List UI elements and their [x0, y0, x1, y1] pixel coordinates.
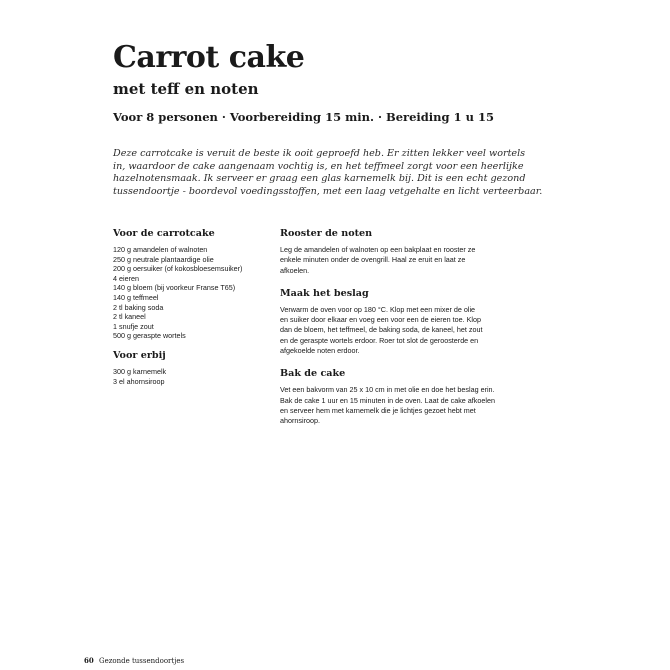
- step-heading: Rooster de noten: [280, 228, 373, 239]
- step-line: enkele minuten onder de ovengrill. Haal ze eruit en laat ze: [280, 255, 466, 265]
- intro-line: tussendoortje - boordevol voedingsstoffen, met een laag vetgehalte en licht verteerbaar.: [113, 185, 543, 197]
- ingredient-item: 1 snufje zout: [113, 321, 154, 331]
- intro-line: in, waardoor de cake aangenaam vochtig is, en het teffmeel zorgt voor een heerlijke: [113, 160, 524, 172]
- step-text: [280, 385, 545, 426]
- ingredient-item: 140 g bloem (bij voorkeur Franse T65): [113, 283, 236, 293]
- step-line: en serveer hem met karnemelk die je lichtjes gezoet hebt met: [280, 405, 476, 415]
- extra-item: 300 g karnemelk: [113, 366, 167, 376]
- step-line: ahornsiroop.: [280, 416, 320, 426]
- step-line: dan de bloem, het teffmeel, de baking soda, de kaneel, het zout: [280, 325, 483, 335]
- step-heading: Bak de cake: [280, 368, 346, 380]
- step-line: afkoelen.: [280, 265, 310, 275]
- ingredient-item: 200 g oersuiker (of kokosbloesemsuiker): [113, 264, 243, 274]
- ingredient-item: 2 tl kaneel: [113, 312, 146, 322]
- step-line: Vet een bakvorm van 25 x 10 cm in met olie en doe het beslag erin.: [280, 385, 495, 395]
- page-number: 60: [84, 656, 94, 665]
- method-column: [280, 228, 545, 427]
- ingredients-list: [113, 245, 273, 341]
- ingredients-column: [113, 228, 273, 386]
- intro-line: Deze carrotcake is veruit de beste ik ooit geproefd heb. Er zitten lekker veel wortels: [113, 148, 526, 159]
- ingredient-item: 120 g amandelen of walnoten: [113, 245, 208, 254]
- page-footer: [84, 656, 184, 665]
- step-line: en suiker door elkaar en voeg een voor een de eieren toe. Klop: [280, 315, 481, 325]
- recipe-intro: [113, 148, 543, 198]
- step-line: Leg de amandelen of walnoten op een bakplaat en rooster ze: [280, 245, 476, 254]
- extra-item: 3 el ahornsiroop: [113, 376, 165, 386]
- step-text: [280, 305, 545, 356]
- ingredients-heading: Voor de carrotcake: [113, 228, 215, 239]
- ingredient-item: 250 g neutrale plantaardige olie: [113, 254, 214, 264]
- intro-line: hazelnotensmaak. Ik serveer er graag een glas karnemelk bij. Dit is een echt gezond: [113, 173, 526, 185]
- extras-list: [113, 367, 273, 386]
- step-line: Verwarm de oven voor op 180 °C. Klop met een mixer de olie: [280, 304, 476, 314]
- step-line: Bak de cake 1 uur en 15 minuten in de oven. Laat de cake afkoelen: [280, 395, 495, 405]
- step-text: [280, 245, 545, 276]
- ingredient-item: 500 g geraspte wortels: [113, 331, 186, 341]
- step-heading: Maak het beslag: [280, 287, 369, 299]
- step-line: afgekoelde noten erdoor.: [280, 346, 360, 356]
- extras-heading: Voor erbij: [113, 349, 166, 361]
- ingredient-item: 2 tl baking soda: [113, 302, 164, 312]
- section-name: Gezonde tussendoortjes: [98, 657, 185, 665]
- step-line: en de geraspte wortels erdoor. Roer tot slot de geroosterde en: [280, 335, 479, 345]
- recipe-meta: Voor 8 personen · Voorbereiding 15 min. · Bereiding 1 u 15: [113, 110, 494, 124]
- ingredient-item: 140 g teffmeel: [113, 292, 159, 302]
- ingredient-item: 4 eieren: [113, 273, 139, 283]
- recipe-title: Carrot cake: [113, 40, 305, 75]
- recipe-subtitle: met teff en noten: [113, 80, 259, 98]
